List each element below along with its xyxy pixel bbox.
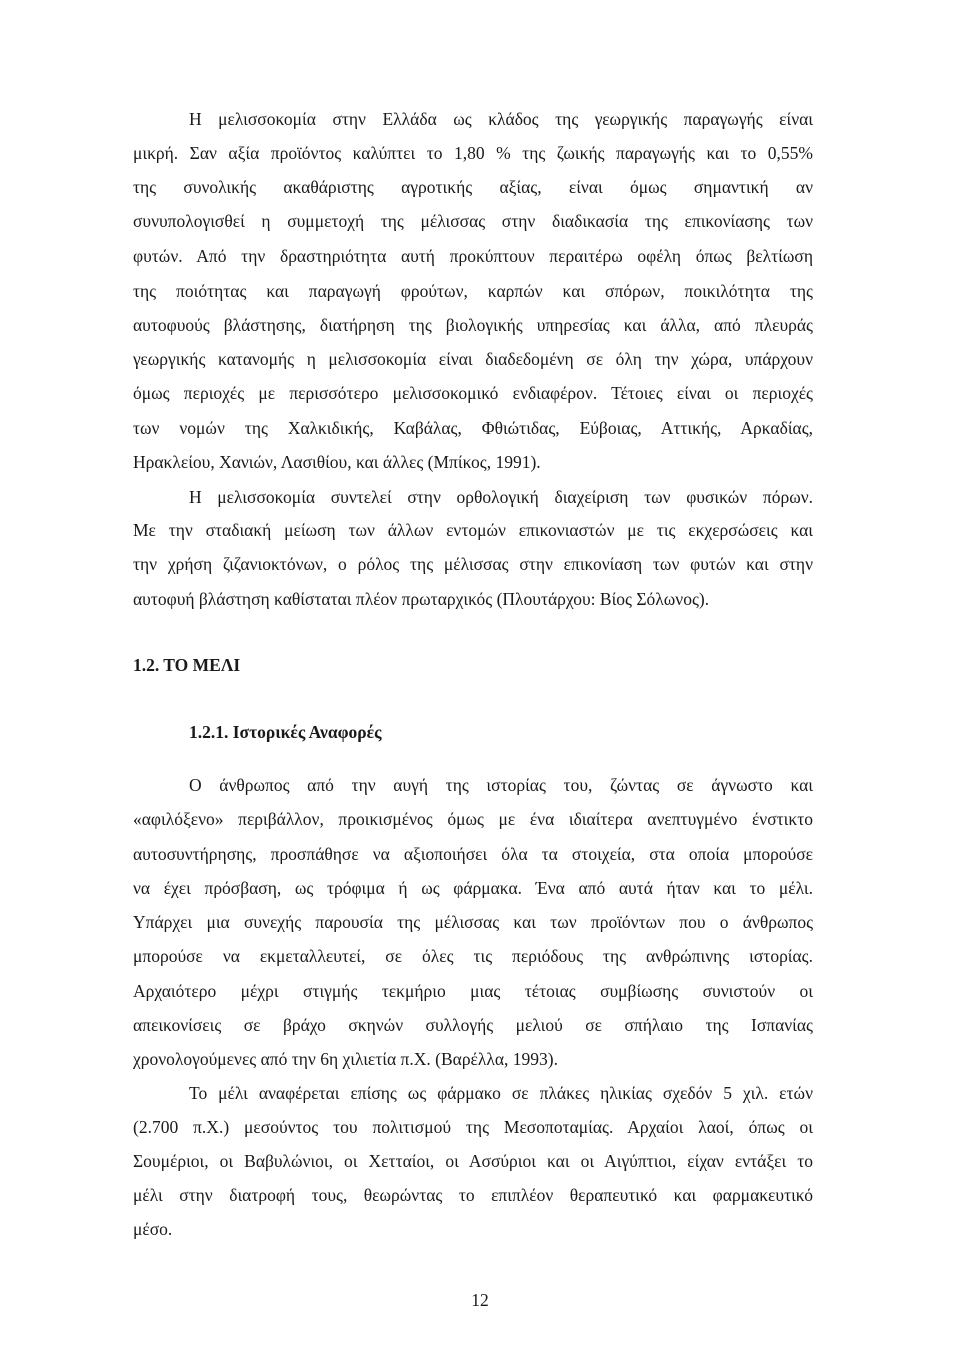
- paragraph-1-line: όμως περιοχές με περισσότερο μελισσοκομικό ενδιαφέρον. Τέτοιες είναι οι περιοχές: [133, 383, 813, 403]
- paragraph-1-line: φυτών. Από την δραστηριότητα αυτή προκύπτουν περαιτέρω οφέλη όπως βελτίωση: [133, 246, 813, 266]
- paragraph-1-line: Η μελισσοκομία στην Ελλάδα ως κλάδος της γεωργικής παραγωγής είναι: [189, 109, 813, 129]
- paragraph-2-line: Η μελισσοκομία συντελεί στην ορθολογική διαχείριση των φυσικών πόρων.: [189, 487, 813, 507]
- paragraph-4-line: μέσο.: [133, 1219, 173, 1239]
- paragraph-4-line: μέλι στην διατροφή τους, θεωρώντας το επιπλέον θεραπευτικό και φαρμακευτικό: [133, 1185, 813, 1205]
- paragraph-1-line: μικρή. Σαν αξία προϊόντος καλύπτει το 1,80 % της ζωικής παραγωγής και το 0,55%: [133, 143, 813, 163]
- paragraph-3-line: να έχει πρόσβαση, ως τρόφιμα ή ως φάρμακα. Ένα από αυτά ήταν και το μέλι.: [133, 878, 813, 898]
- page-number: 12: [471, 1290, 489, 1310]
- paragraph-1-line: των νομών της Χαλκιδικής, Καβάλας, Φθιώτιδας, Εύβοιας, Αττικής, Αρκαδίας,: [133, 418, 813, 438]
- paragraph-2-line: Με την σταδιακή μείωση των άλλων εντομών επικονιαστών με τις εκχερσώσεις και: [133, 520, 813, 540]
- paragraph-3-line: αυτοσυντήρησης, προσπάθησε να αξιοποιήσει όλα τα στοιχεία, στα οποία μπορούσε: [133, 844, 813, 864]
- paragraph-3-line: Υπάρχει μια συνεχής παρουσία της μέλισσας και των προϊόντων που ο άνθρωπος: [133, 912, 813, 932]
- paragraph-2-line: την χρήση ζιζανιοκτόνων, ο ρόλος της μέλισσας στην επικονίαση των φυτών και στην: [133, 554, 813, 574]
- paragraph-1-line: συνυπολογισθεί η συμμετοχή της μέλισσας στην διαδικασία της επικονίασης των: [133, 211, 813, 231]
- paragraph-3-line: Αρχαιότερο μέχρι στιγμής τεκμήριο μιας τέτοιας συμβίωσης συνιστούν οι: [133, 981, 813, 1001]
- paragraph-3-line: μπορούσε να εκμεταλλευτεί, σε όλες τις περιόδους της ανθρώπινης ιστορίας.: [133, 946, 813, 966]
- paragraph-2-line: αυτοφυή βλάστηση καθίσταται πλέον πρωταρχικός (Πλουτάρχου: Βίος Σόλωνος).: [133, 589, 710, 609]
- section-heading: 1.2. ΤΟ ΜΕΛΙ: [133, 655, 241, 675]
- paragraph-1-line: της ποιότητας και παραγωγή φρούτων, καρπών και σπόρων, ποικιλότητα της: [133, 281, 813, 301]
- paragraph-1-line: γεωργικής κατανομής η μελισσοκομία είναι διαδεδομένη σε όλη την χώρα, υπάρχουν: [133, 349, 813, 369]
- paragraph-3-line: «αφιλόξενο» περιβάλλον, προικισμένος όμως με ένα ιδιαίτερα ανεπτυγμένο ένστικτο: [133, 809, 813, 829]
- paragraph-3-line: απεικονίσεις σε βράχο σκηνών συλλογής μελιού σε σπήλαιο της Ισπανίας: [133, 1015, 813, 1035]
- paragraph-4-line: Σουμέριοι, οι Βαβυλώνιοι, οι Χετταίοι, οι Ασσύριοι και οι Αιγύπτιοι, είχαν εντάξει το: [133, 1151, 813, 1171]
- paragraph-3-line: Ο άνθρωπος από την αυγή της ιστορίας του, ζώντας σε άγνωστο και: [189, 775, 813, 795]
- paragraph-1-line: της συνολικής ακαθάριστης αγροτικής αξίας, είναι όμως σημαντική αν: [133, 177, 813, 197]
- paragraph-4-line: (2.700 π.Χ.) μεσούντος του πολιτισμού της Μεσοποταμίας. Αρχαίοι λαοί, όπως οι: [133, 1117, 813, 1137]
- paragraph-3-line: χρονολογούμενες από την 6η χιλιετία π.Χ. (Βαρέλλα, 1993).: [133, 1049, 558, 1069]
- paragraph-1-line: Ηρακλείου, Χανιών, Λασιθίου, και άλλες (Μπίκος, 1991).: [133, 452, 541, 472]
- paragraph-4-line: Το μέλι αναφέρεται επίσης ως φάρμακο σε πλάκες ηλικίας σχεδόν 5 χιλ. ετών: [189, 1083, 813, 1103]
- paragraph-1-line: αυτοφυούς βλάστησης, διατήρηση της βιολογικής υπηρεσίας και άλλα, από πλευράς: [133, 315, 813, 335]
- subsection-heading: 1.2.1. Ιστορικές Αναφορές: [189, 722, 382, 742]
